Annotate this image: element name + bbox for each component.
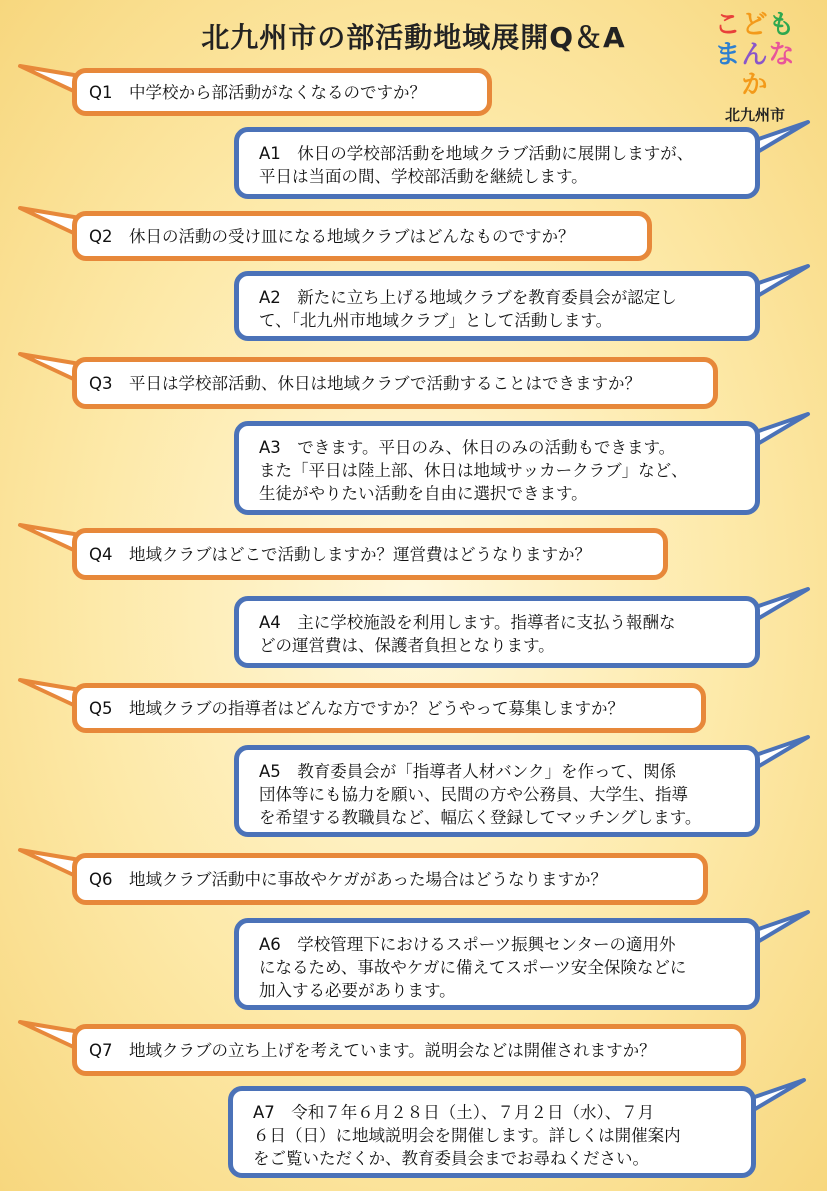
question-text: Q7 地域クラブの立ち上げを考えています。説明会などは開催されますか？	[89, 1040, 656, 1060]
question-text: Q6 地域クラブ活動中に事故やケガがあった場合はどうなりますか？	[89, 869, 607, 889]
question-bubble	[72, 683, 706, 733]
question-bubble	[72, 357, 718, 409]
answer-line: て、「北九州市地域クラブ」として活動します。	[259, 311, 613, 330]
question-bubble	[72, 853, 708, 905]
answer-line: を希望する教職員など、幅広く登録してマッチングします。	[259, 808, 702, 827]
answer-line: A2 新たに立ち上げる地域クラブを教育委員会が認定し	[259, 288, 677, 307]
answer-line: になるため、事故やケガに備えてスポーツ安全保険などに	[259, 958, 687, 977]
answer-line: 加入する必要があります。	[259, 981, 456, 1000]
answer-bubble	[228, 1086, 756, 1178]
page-title: 北九州市の部活動地域展開Q＆A	[201, 21, 626, 54]
answer-line: 団体等にも協力を願い、民間の方や公務員、大学生、指導	[259, 785, 688, 804]
answer-bubble	[234, 127, 760, 199]
answer-line: A4 主に学校施設を利用します。指導者に支払う報酬な	[259, 613, 676, 632]
answer-line: A3 できます。平日のみ、休日のみの活動もできます。	[259, 438, 676, 457]
answer-line: また「平日は陸上部、休日は地域サッカークラブ」など、	[259, 461, 688, 480]
question-bubble	[72, 528, 668, 580]
answer-line: ６日（日）に地域説明会を開催します。詳しくは開催案内	[253, 1126, 681, 1145]
answer-bubble	[234, 421, 760, 515]
question-text: Q5 地域クラブの指導者はどんな方ですか？どうやって募集しますか？	[89, 698, 624, 718]
answer-line: A1 休日の学校部活動を地域クラブ活動に展開しますが、	[259, 144, 694, 163]
question-text: Q3 平日は学校部活動、休日は地域クラブで活動することはできますか？	[89, 373, 641, 393]
answer-bubble	[234, 271, 760, 341]
kodomo-mannaka-logo: こども まんなか 北九州市	[714, 10, 796, 124]
answer-line: A5 教育委員会が「指導者人材バンク」を作って、関係	[259, 762, 677, 781]
answer-line: A6 学校管理下におけるスポーツ振興センターの適用外	[259, 935, 676, 954]
question-bubble	[72, 211, 652, 261]
answer-line: A7 令和７年６月２８日（土）、７月２日（水）、７月	[253, 1103, 655, 1122]
answer-line: 生徒がやりたい活動を自由に選択できます。	[259, 484, 588, 503]
answer-bubble	[234, 596, 760, 668]
question-text: Q1 中学校から部活動がなくなるのですか？	[89, 82, 426, 102]
answer-line: 平日は当面の間、学校部活動を継続します。	[259, 167, 588, 186]
answer-bubble	[234, 745, 760, 837]
question-text: Q4 地域クラブはどこで活動しますか？運営費はどうなりますか？	[89, 544, 591, 564]
question-text: Q2 休日の活動の受け皿になる地域クラブはどんなものですか？	[89, 226, 575, 246]
answer-bubble	[234, 918, 760, 1010]
answer-line: どの運営費は、保護者負担となります。	[259, 636, 555, 655]
question-bubble	[72, 1024, 746, 1076]
question-bubble	[72, 68, 492, 116]
answer-line: をご覧いただくか、教育委員会までお尋ねください。	[253, 1149, 649, 1168]
